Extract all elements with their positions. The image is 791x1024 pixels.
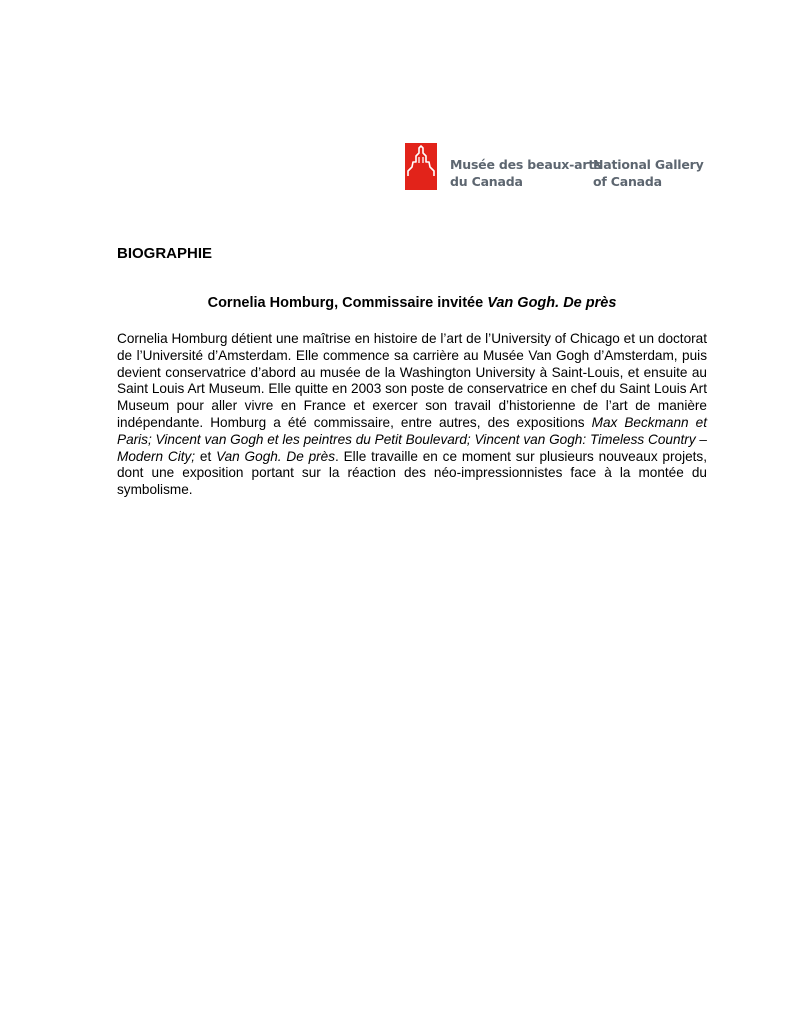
logo-name-french-line2: du Canada <box>450 174 523 189</box>
logo-name-french-line1: Musée des beaux-arts <box>450 157 602 172</box>
logo-name-french <box>450 156 601 190</box>
biography-connector: et <box>195 448 217 464</box>
biography-paragraph <box>117 331 707 499</box>
logo-name-english-line1: National Gallery <box>593 157 704 172</box>
subtitle-text: Cornelia Homburg, Commissaire invitée <box>207 295 488 311</box>
biography-closing: . Elle travaille en ce moment sur plusieurs nouveaux projets, dont une exposition portant sur la réaction des néo-impressionnistes face à la montée du symbolisme. <box>117 448 707 498</box>
subtitle-exhibition-title: Van Gogh. De près <box>487 295 617 311</box>
page-subtitle <box>117 294 707 312</box>
page-heading: BIOGRAPHIE <box>117 245 213 262</box>
logo-name-english-line2: of Canada <box>593 174 662 189</box>
gallery-building-icon <box>405 143 437 190</box>
biography-current-exhibition: Van Gogh. De près <box>216 448 336 464</box>
biography-intro: Cornelia Homburg détient une maîtrise en histoire de l’art de l’University of Chicago et un doctorat de l’Université d’Amsterdam. Elle commence sa carrière au Musée Van Gogh d’Amsterdam, puis devient conservatrice d’abord au musée de la Washington University à Saint-Louis, et ensuite au Saint Louis Art Museum. Elle quitte en 2003 son poste de conservatrice en chef du Saint Louis Art Museum pour aller vivre en France et exercer son travail d’historienne de l’art de manière indépendante. Homburg a été commissaire, entre autres, des expositions <box>117 331 707 430</box>
biography-exhibitions-list: Max Beckmann et Paris; Vincent van Gogh et les peintres du Petit Boulevard; Vincent van Gogh: Timeless Country – Modern City; <box>117 414 707 464</box>
logo-name-english <box>593 156 704 190</box>
museum-logo <box>405 142 705 192</box>
